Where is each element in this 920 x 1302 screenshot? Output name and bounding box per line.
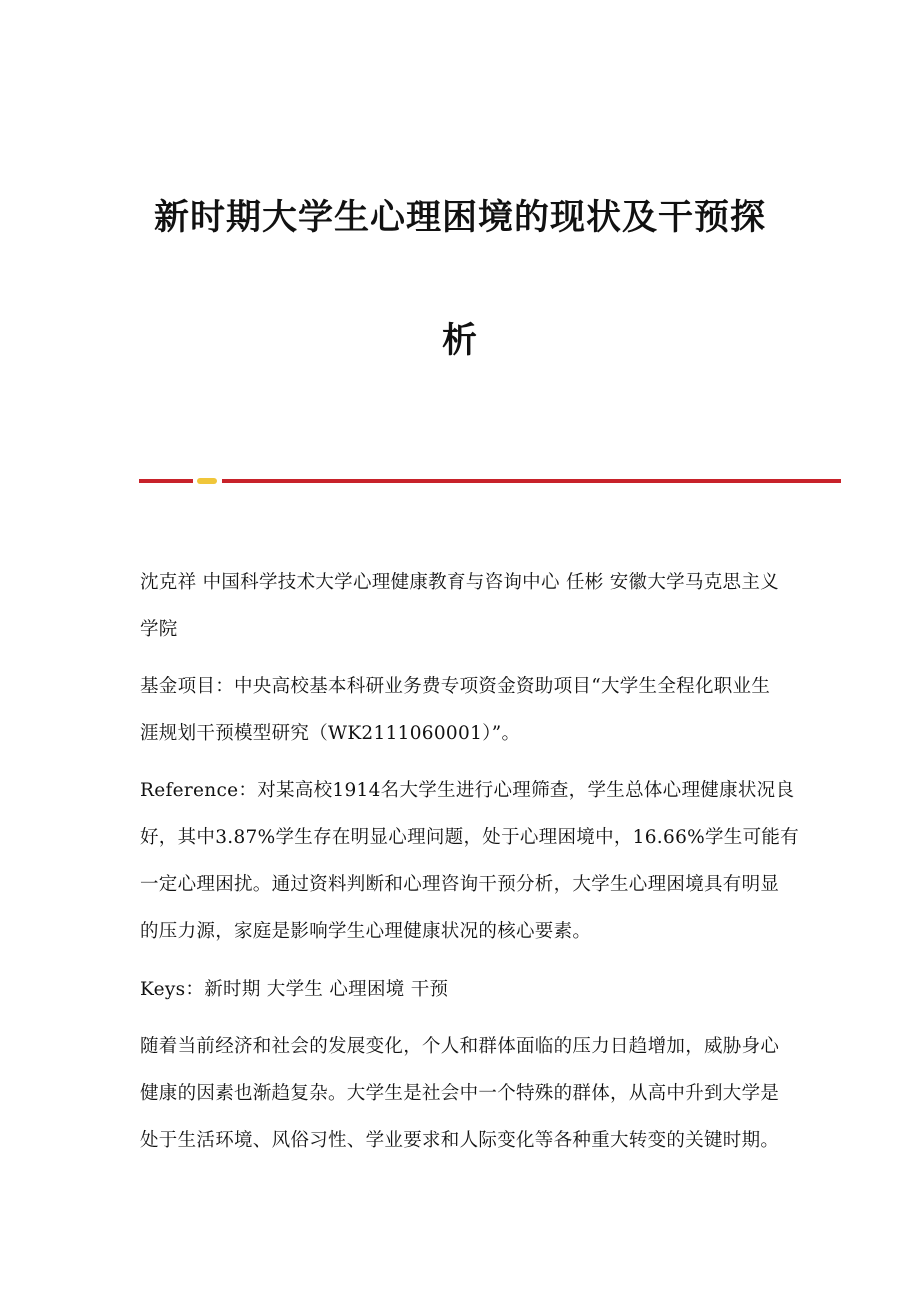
- divider-right: [222, 479, 841, 483]
- title-line-2: 析: [441, 320, 478, 361]
- keywords-line: Keys：新时期 大学生 心理困境 干预: [140, 979, 449, 1000]
- reference-line-3: 一定心理困扰。通过资料判断和心理咨询干预分析，大学生心理困境具有明显: [140, 874, 780, 895]
- fund-line-1: 基金项目：中央高校基本科研业务费专项资金资助项目“大学生全程化职业生: [140, 676, 771, 697]
- reference-line-2: 好，其中3.87%学生存在明显心理问题，处于心理困境中，16.66%学生可能有: [140, 827, 800, 848]
- body-line-3: 处于生活环境、风俗习性、学业要求和人际变化等各种重大转变的关键时期。: [140, 1130, 780, 1151]
- divider-left: [139, 479, 193, 483]
- fund-line-2: 涯规划干预模型研究（WK2111060001）”。: [140, 723, 521, 744]
- reference-line-1: Reference：对某高校1914名大学生进行心理筛查，学生总体心理健康状况良: [140, 780, 795, 801]
- authors-line-1: 沈克祥 中国科学技术大学心理健康教育与咨询中心 任彬 安徽大学马克思主义: [140, 572, 779, 593]
- reference-line-4: 的压力源，家庭是影响学生心理健康状况的核心要素。: [140, 921, 592, 942]
- body-line-1: 随着当前经济和社会的发展变化，个人和群体面临的压力日趋增加，威胁身心: [140, 1036, 780, 1057]
- authors-line-2: 学院: [140, 619, 178, 640]
- title-line-1: 新时期大学生心理困境的现状及干预探: [153, 197, 766, 238]
- body-line-2: 健康的因素也渐趋复杂。大学生是社会中一个特殊的群体，从高中升到大学是: [140, 1083, 780, 1104]
- divider-ornament-icon: [197, 478, 217, 484]
